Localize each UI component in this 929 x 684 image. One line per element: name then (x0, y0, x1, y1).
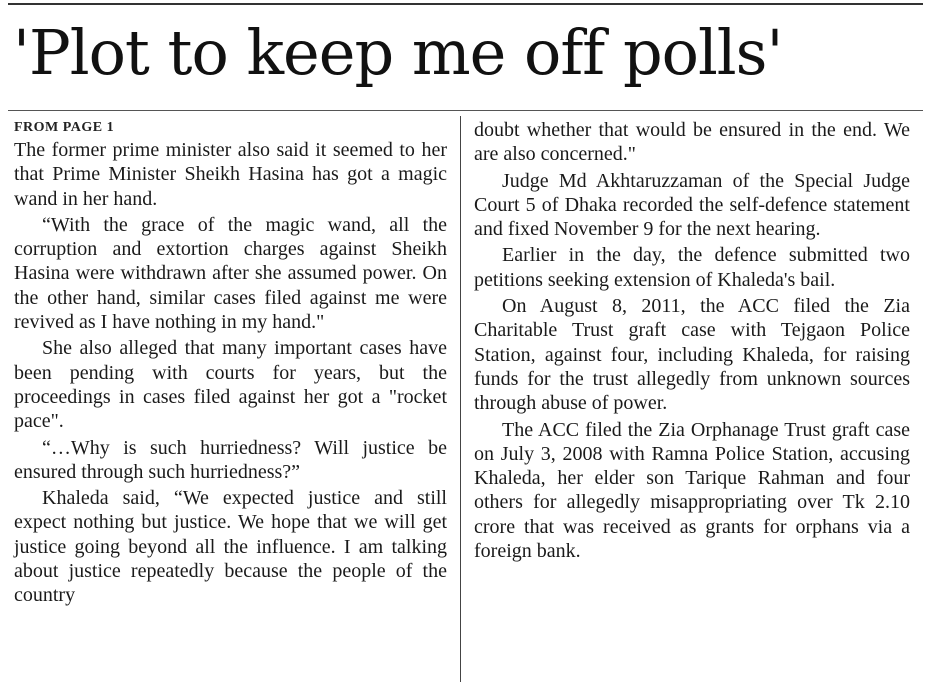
left-paragraph-5: Khaleda said, “We expected justice and still expect nothing but justice. We hope that we will get justice going beyond all the influence. I am talking about justice repeatedly because the people of the country (14, 487, 447, 607)
left-paragraph-2: “With the grace of the magic wand, all the corruption and extortion charges against Sheikh Hasina were withdrawn after she assumed power. On the other hand, similar cases filed against me were revived as I have nothing in my hand." (14, 213, 447, 334)
headline: 'Plot to keep me off polls' (13, 16, 783, 89)
kicker: FROM PAGE 1 (14, 120, 115, 135)
right-paragraph-5: The ACC filed the Zia Orphanage Trust graft case on July 3, 2008 with Ramna Police Station, accusing Khaleda, her elder son Tarique Rahman and four others for allegedly misappropriating over Tk 2.10 crore that was received as grants for orphans via a foreign bank. (474, 418, 910, 563)
left-paragraph-1: The former prime minister also said it seemed to her that Prime Minister Sheikh Hasina has got a magic wand in her hand. (14, 139, 447, 210)
left-column (14, 118, 447, 610)
headline-rule (8, 110, 923, 111)
right-paragraph-1: doubt whether that would be ensured in the end. We are also concerned." (474, 119, 910, 166)
top-rule (8, 3, 923, 5)
right-paragraph-4: On August 8, 2011, the ACC filed the Zia Charitable Trust graft case with Tejgaon Police Station, against four, including Khaleda, for raising funds for the trust allegedly from unknown sources through abuse of power. (474, 295, 910, 415)
right-paragraph-3: Earlier in the day, the defence submitted two petitions seeking extension of Khaleda's bail. (474, 244, 910, 291)
left-paragraph-4: “…Why is such hurriedness? Will justice be ensured through such hurriedness?” (14, 436, 447, 483)
right-paragraph-2: Judge Md Akhtaruzzaman of the Special Judge Court 5 of Dhaka recorded the self-defence statement and fixed November 9 for the next hearing. (474, 169, 910, 241)
left-paragraph-3: She also alleged that many important cases have been pending with courts for years, but the proceedings in cases filed against her got a "rocket pace". (14, 337, 447, 433)
column-divider (460, 116, 461, 682)
right-column (474, 118, 910, 565)
